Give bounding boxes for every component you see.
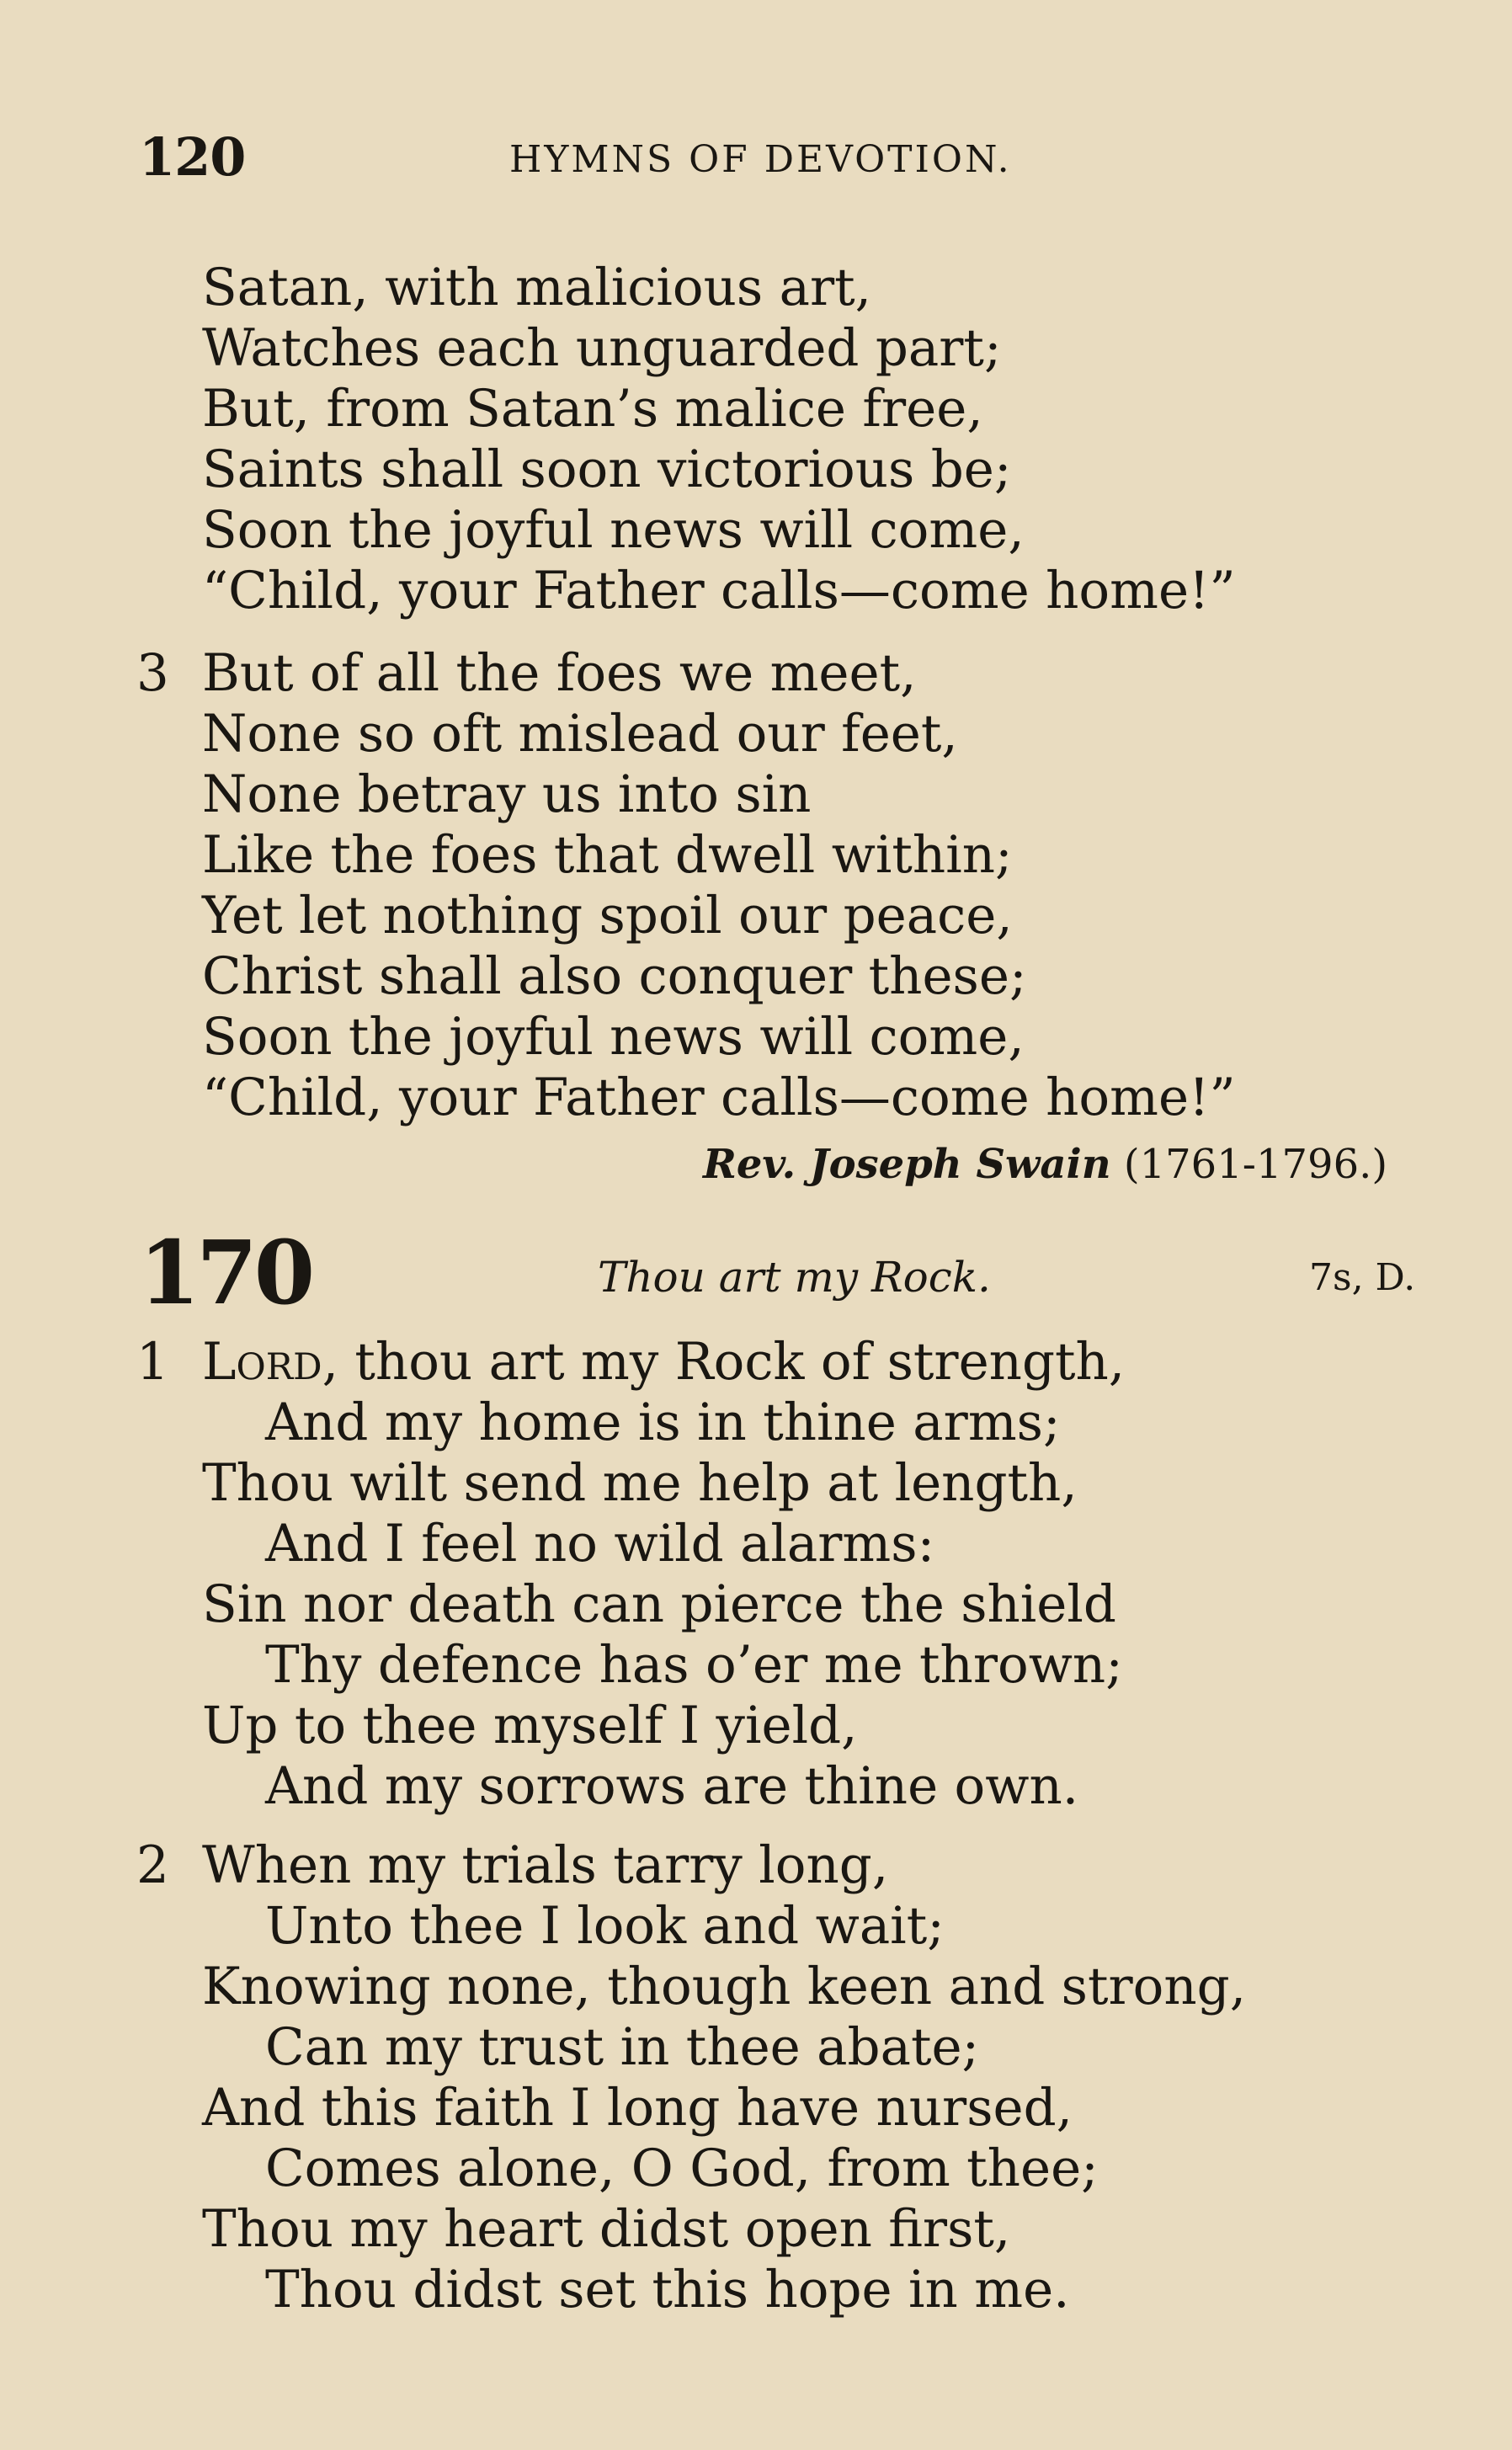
verse-line — [202, 1332, 1125, 1393]
verse-line: Soon the joyful news will come, — [202, 1007, 1025, 1067]
hymn-heading — [139, 1221, 1452, 1324]
hymn-170-stanza-2 — [136, 1835, 1247, 2320]
verse-line: Christ shall also conquer these; — [202, 946, 1027, 1006]
stanza-number: 2 — [136, 1835, 169, 1895]
verse-line: Sin nor death can pierce the shield — [202, 1574, 1116, 1634]
verse-line: But of all the foes we meet, — [202, 643, 917, 703]
verse-line: When my trials tarry long, — [202, 1835, 889, 1895]
verse-line: “Child, your Father calls—come home!” — [202, 561, 1236, 620]
stanza-number: 3 — [136, 643, 169, 703]
stanza-3 — [136, 643, 1236, 1128]
verse-line: Watches each unguarded part; — [202, 318, 1002, 378]
verse-line: None betray us into sin — [202, 764, 812, 824]
verse-line: Thou didst set this hope in me. — [265, 2260, 1070, 2320]
verse-line: Saints shall soon victorious be; — [202, 439, 1012, 499]
verse-line: Like the foes that dwell within; — [202, 825, 1013, 885]
first-line-rest: , thou art my Rock of strength, — [322, 1332, 1126, 1392]
verse-line: Thou my heart didst open first, — [202, 2199, 1011, 2259]
verse-line: Can my trust in thee abate; — [265, 2017, 980, 2077]
verse-line: And my home is in thine arms; — [265, 1393, 1061, 1452]
verse-line: Satan, with malicious art, — [202, 258, 872, 317]
hymn-title: Thou art my Rock. — [598, 1253, 991, 1302]
first-word: Lord — [202, 1332, 322, 1392]
stanza-number: 1 — [136, 1332, 169, 1392]
verse-line: Knowing none, though keen and strong, — [202, 1957, 1247, 2016]
hymn-meter: 7s, D. — [1309, 1256, 1416, 1299]
verse-line: But, from Satan’s malice free, — [202, 379, 983, 439]
author-dates: (1761-1796.) — [1123, 1141, 1388, 1188]
verse-line: And this faith I long have nursed, — [202, 2078, 1073, 2138]
verse-line: Up to thee myself I yield, — [202, 1696, 858, 1755]
verse-line: Unto thee I look and wait; — [265, 1896, 945, 1956]
verse-line: Comes alone, O God, from thee; — [265, 2138, 1099, 2198]
page-header — [139, 126, 1419, 194]
verse-line: And I feel no wild alarms: — [265, 1514, 935, 1574]
verse-line: Yet let nothing spoil our peace, — [202, 886, 1013, 945]
hymn-attribution — [703, 1141, 1387, 1188]
hymn-170-stanza-1 — [136, 1332, 1126, 1817]
verse-line: Soon the joyful news will come, — [202, 500, 1025, 560]
running-title: HYMNS OF DEVOTION. — [509, 138, 1012, 181]
stanza-continuation — [202, 258, 1236, 621]
verse-line: “Child, your Father calls—come home!” — [202, 1068, 1236, 1127]
hymn-number: 170 — [139, 1221, 312, 1324]
page-number: 120 — [139, 126, 246, 188]
verse-line: None so oft mislead our feet, — [202, 704, 958, 764]
verse-line: Thou wilt send me help at length, — [202, 1453, 1078, 1513]
verse-line: And my sorrows are thine own. — [265, 1756, 1079, 1816]
author-name: Rev. Joseph Swain — [703, 1141, 1111, 1188]
verse-line: Thy defence has o’er me thrown; — [265, 1635, 1123, 1695]
